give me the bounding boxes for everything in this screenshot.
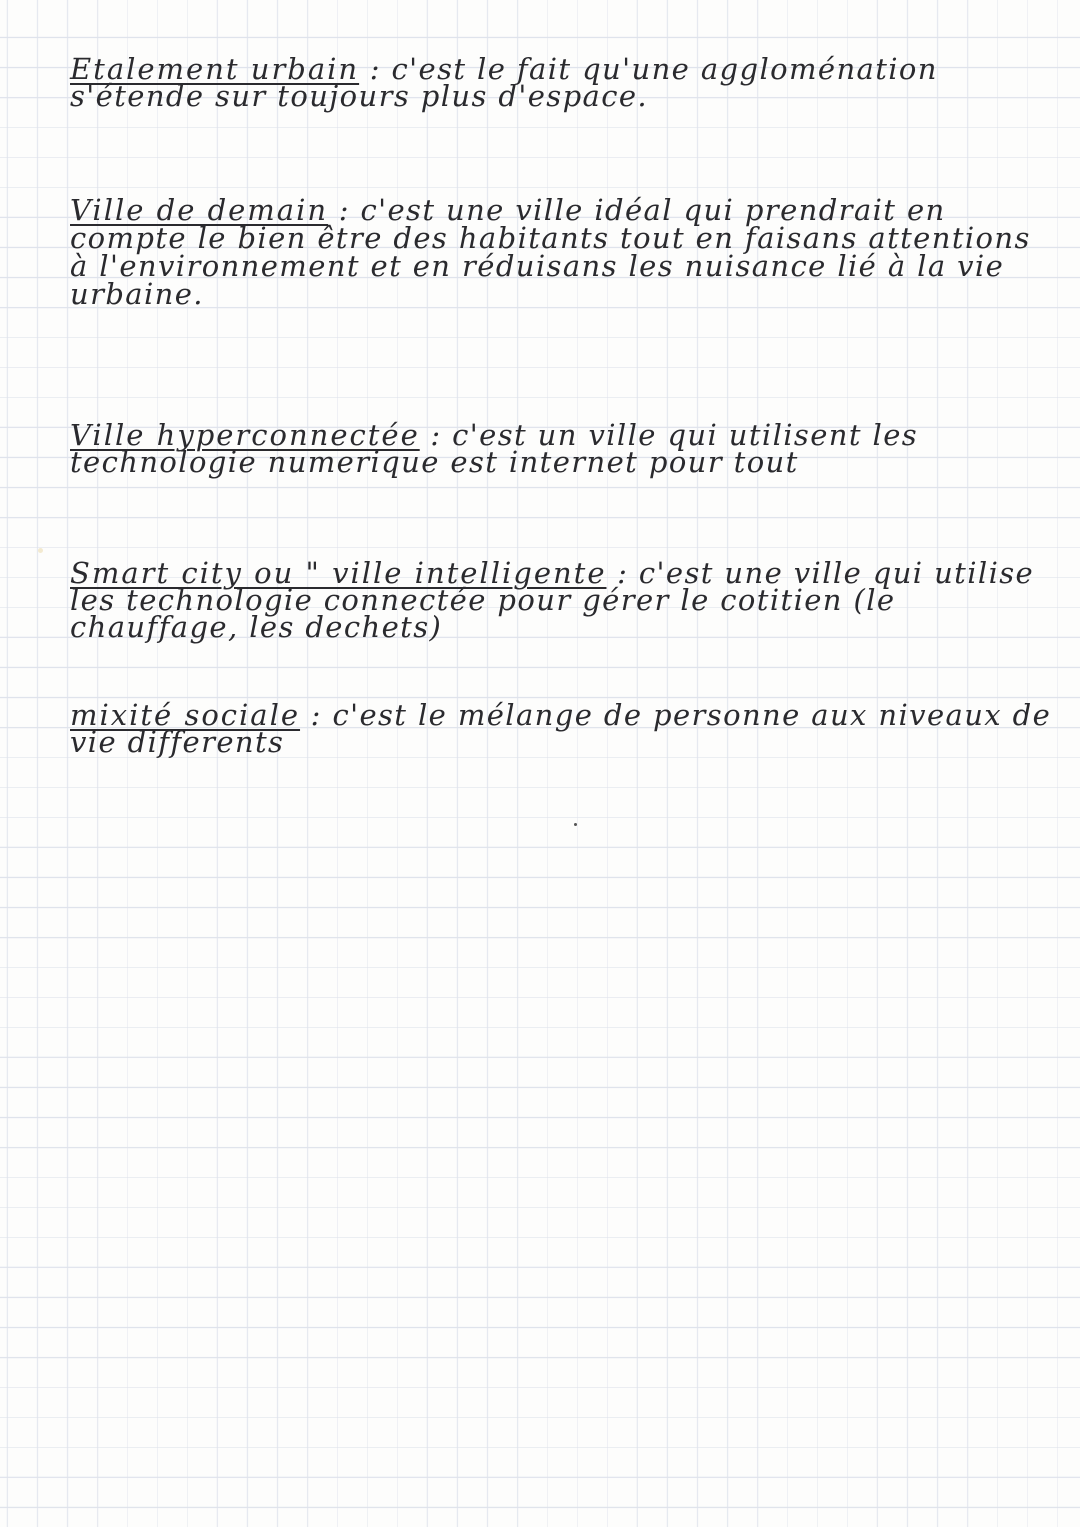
term-label: Smart city ou " ville intelligente: [70, 556, 607, 590]
definition-ville-de-demain: [70, 193, 1060, 311]
definition-text: : c'est le mélange de personne aux niveaux de vie differents: [70, 698, 1052, 759]
pen-dot: [574, 823, 577, 826]
definition-smart-city: [70, 556, 1060, 644]
paper-mark: [38, 548, 43, 553]
term-label: mixité sociale: [70, 698, 301, 732]
definition-text: : c'est une ville idéal qui prendrait en compte le bien être des habitants tout en faisans attentions à l'environnement et en réduisans les nuisance lié à la vie urbaine.: [70, 193, 1031, 311]
definition-text: : c'est un ville qui utilisent les technologie numerique est internet pour tout: [70, 418, 919, 479]
definition-mixite-sociale: [70, 698, 1060, 759]
definition-text: : c'est le fait qu'une aggloménation s'étende sur toujours plus d'espace.: [70, 52, 938, 113]
term-label: Ville hyperconnectée: [70, 418, 420, 452]
definition-ville-hyperconnectee: [70, 418, 1060, 479]
definition-etalement-urbain: [70, 52, 1060, 113]
definition-text: : c'est une ville qui utilise les technologie connectée pour gérer le cotitien (le chauffage, les dechets): [70, 556, 1035, 644]
term-label: Ville de demain: [70, 193, 329, 227]
term-label: Etalement urbain: [70, 52, 360, 86]
